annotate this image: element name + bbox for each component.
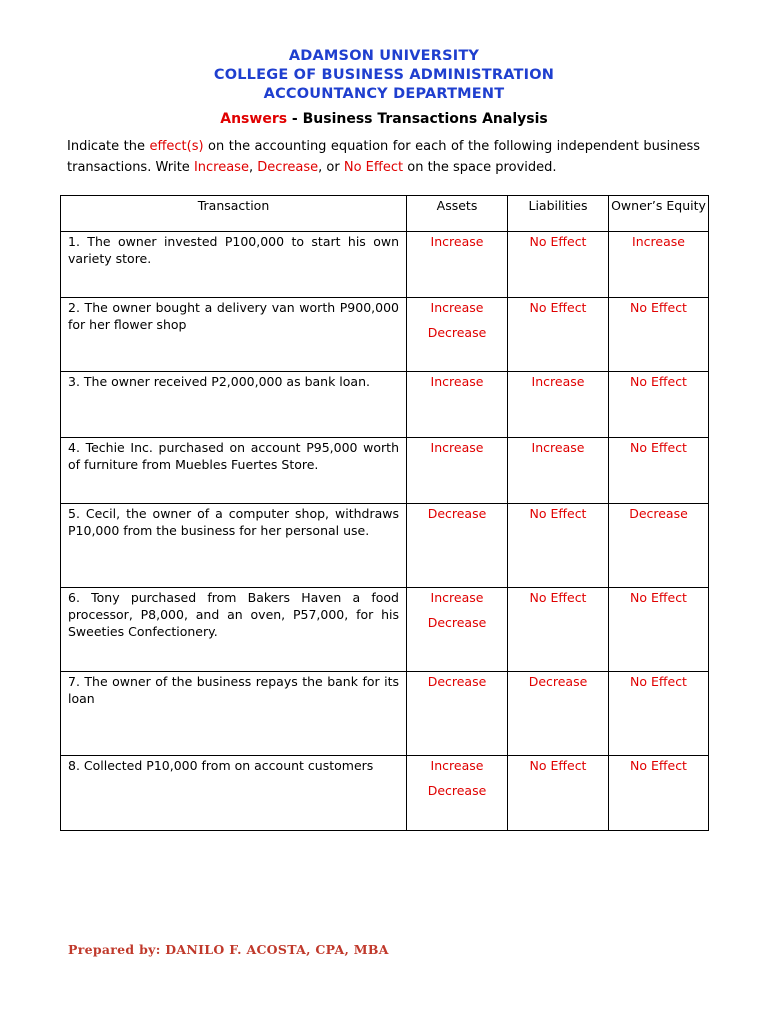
effect-value: No Effect	[529, 590, 587, 605]
effect-value: Decrease	[629, 506, 688, 521]
university-name: ADAMSON UNIVERSITY	[288, 48, 480, 64]
effect-value: No Effect	[630, 440, 687, 455]
assets-cell	[407, 438, 508, 504]
instructions-paragraph	[67, 136, 700, 178]
header-owners-equity: Owner’s Equity	[609, 196, 709, 232]
equity-cell	[609, 588, 709, 672]
liabilities-cell	[508, 504, 609, 588]
prepared-by: Prepared by: DANILO F. ACOSTA, CPA, MBA	[68, 942, 389, 957]
table-row	[61, 298, 709, 372]
effect-value: Increase	[531, 374, 585, 389]
table-header-row	[61, 196, 709, 232]
effect-value: Increase	[430, 234, 484, 249]
header-assets: Assets	[407, 196, 508, 232]
effect-value: Decrease	[528, 674, 588, 689]
table-row	[61, 438, 709, 504]
instructions-decrease: Decrease	[257, 160, 319, 175]
equity-cell	[609, 438, 709, 504]
assets-cell	[407, 298, 508, 372]
effect-value: Increase	[430, 590, 484, 605]
liabilities-cell	[508, 298, 609, 372]
table-row	[61, 372, 709, 438]
table-row	[61, 232, 709, 298]
transaction-cell: 5. Cecil, the owner of a computer shop, withdraws P10,000 from the business for her personal use.	[61, 504, 407, 588]
effect-value: No Effect	[630, 300, 687, 315]
effect-value: Decrease	[427, 325, 487, 340]
transaction-cell: 6. Tony purchased from Bakers Haven a food processor, P8,000, and an oven, P57,000, for his Sweeties Confectionery.	[61, 588, 407, 672]
effect-value: Decrease	[427, 615, 487, 630]
table-body	[61, 232, 709, 831]
header-transaction: Transaction	[61, 196, 407, 232]
liabilities-cell	[508, 588, 609, 672]
table-row	[61, 672, 709, 756]
instructions-no-effect: No Effect	[343, 160, 404, 175]
effect-value: No Effect	[529, 234, 587, 249]
effect-value: No Effect	[630, 374, 687, 389]
assets-cell	[407, 232, 508, 298]
transaction-cell: 8. Collected P10,000 from on account customers	[61, 756, 407, 831]
instructions-text: Indicate the	[67, 139, 150, 154]
equity-cell	[609, 232, 709, 298]
header-liabilities: Liabilities	[508, 196, 609, 232]
answers-label: Answers	[220, 111, 288, 127]
liabilities-cell	[508, 756, 609, 831]
effect-value: No Effect	[529, 300, 587, 315]
effect-value: Decrease	[427, 506, 487, 521]
effect-value: Increase	[430, 300, 484, 315]
equity-cell	[609, 298, 709, 372]
transaction-cell: 1. The owner invested P100,000 to start his own variety store.	[61, 232, 407, 298]
assets-cell	[407, 588, 508, 672]
liabilities-cell	[508, 372, 609, 438]
document-title	[0, 111, 768, 127]
transaction-cell: 3. The owner received P2,000,000 as bank loan.	[61, 372, 407, 438]
transactions-table	[60, 195, 709, 831]
college-name: COLLEGE OF BUSINESS ADMINISTRATION	[213, 67, 555, 83]
liabilities-cell	[508, 672, 609, 756]
assets-cell	[407, 504, 508, 588]
liabilities-cell	[508, 232, 609, 298]
table-row	[61, 756, 709, 831]
title-text: - Business Transactions Analysis	[287, 111, 548, 127]
equity-cell	[609, 756, 709, 831]
effect-value: Increase	[430, 440, 484, 455]
equity-cell	[609, 504, 709, 588]
effect-value: Decrease	[427, 674, 487, 689]
effect-value: No Effect	[630, 590, 687, 605]
instructions-text: on the accounting equation for each of the following independent business transactions. Write	[67, 139, 701, 175]
instructions-text: , or	[318, 160, 344, 175]
effect-value: No Effect	[529, 506, 587, 521]
transaction-cell: 4. Techie Inc. purchased on account P95,000 worth of furniture from Muebles Fuertes Store.	[61, 438, 407, 504]
instructions-text: ,	[248, 160, 258, 175]
document-header	[0, 47, 768, 104]
effect-value: No Effect	[630, 674, 687, 689]
transaction-cell: 2. The owner bought a delivery van worth P900,000 for her flower shop	[61, 298, 407, 372]
assets-cell	[407, 372, 508, 438]
instructions-text: on the space provided.	[403, 160, 557, 175]
transaction-cell: 7. The owner of the business repays the bank for its loan	[61, 672, 407, 756]
table-row	[61, 588, 709, 672]
instructions-increase: Increase	[193, 160, 249, 175]
department-name: ACCOUNTANCY DEPARTMENT	[263, 86, 505, 102]
effect-value: Increase	[531, 440, 585, 455]
table-row	[61, 504, 709, 588]
equity-cell	[609, 672, 709, 756]
effect-value: No Effect	[529, 758, 587, 773]
liabilities-cell	[508, 438, 609, 504]
effect-value: Increase	[632, 234, 685, 249]
instructions-effects: effect(s)	[149, 139, 204, 154]
effect-value: No Effect	[630, 758, 687, 773]
assets-cell	[407, 672, 508, 756]
equity-cell	[609, 372, 709, 438]
effect-value: Increase	[430, 758, 484, 773]
effect-value: Increase	[430, 374, 484, 389]
effect-value: Decrease	[427, 783, 487, 798]
assets-cell	[407, 756, 508, 831]
